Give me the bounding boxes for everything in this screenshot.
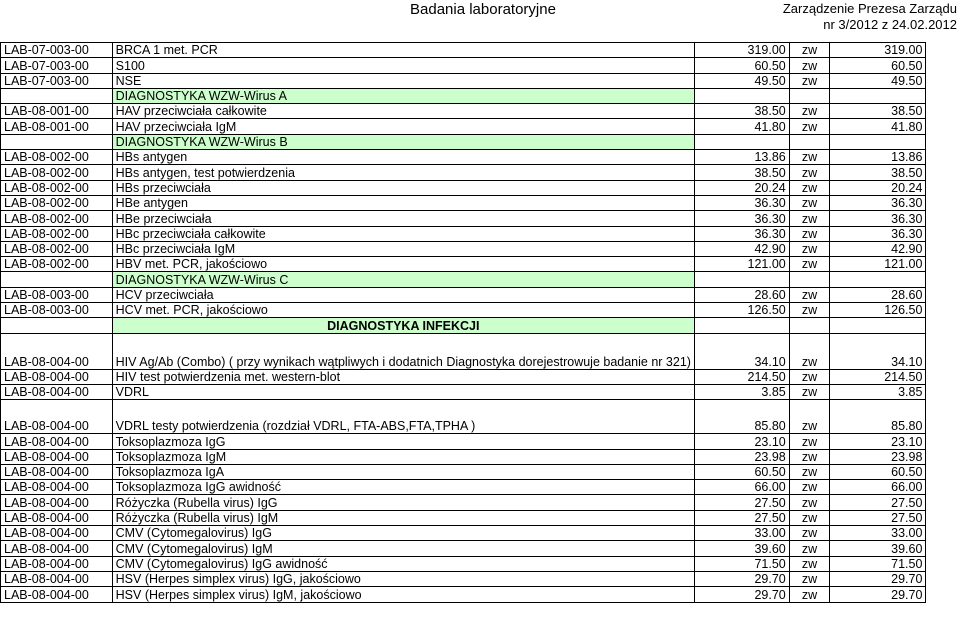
total-cell: 36.30: [830, 211, 926, 226]
price-cell: 66.00: [694, 480, 789, 495]
total-cell: 23.98: [830, 449, 926, 464]
vat-cell: zw: [789, 119, 829, 134]
test-name-cell: Toksoplazmoza IgM: [112, 449, 694, 464]
table-row: [1, 480, 960, 495]
code-cell: [1, 134, 113, 149]
table-row: [1, 495, 960, 510]
code-cell: LAB-08-001-00: [1, 104, 113, 119]
table-row: [1, 257, 960, 272]
empty-cell: [926, 571, 960, 586]
test-name-cell: CMV (Cytomegalovirus) IgG: [112, 526, 694, 541]
price-cell: 27.50: [694, 510, 789, 525]
price-cell: 60.50: [694, 58, 789, 73]
vat-cell: zw: [789, 384, 829, 399]
vat-cell: zw: [789, 495, 829, 510]
code-cell: LAB-08-002-00: [1, 150, 113, 165]
price-cell: 121.00: [694, 257, 789, 272]
price-cell: 29.70: [694, 571, 789, 586]
price-cell: 42.90: [694, 241, 789, 256]
vat-cell: zw: [789, 195, 829, 210]
empty-cell: [926, 464, 960, 479]
empty-cell: [926, 480, 960, 495]
price-cell: 126.50: [694, 303, 789, 318]
total-cell: 85.80: [830, 400, 926, 434]
code-cell: [1, 88, 113, 103]
section-title: DIAGNOSTYKA INFEKCJI: [112, 318, 694, 333]
empty-cell: [926, 510, 960, 525]
table-row: [1, 541, 960, 556]
price-cell: 20.24: [694, 180, 789, 195]
total-cell: 36.30: [830, 195, 926, 210]
price-cell: 41.80: [694, 119, 789, 134]
price-cell: [694, 88, 789, 103]
total-cell: 39.60: [830, 541, 926, 556]
empty-cell: [926, 526, 960, 541]
empty-cell: [926, 195, 960, 210]
test-name-cell: HBs antygen: [112, 150, 694, 165]
table-row: [1, 449, 960, 464]
total-cell: 3.85: [830, 384, 926, 399]
total-cell: 71.50: [830, 556, 926, 571]
vat-cell: zw: [789, 464, 829, 479]
test-name-cell: Toksoplazmoza IgA: [112, 464, 694, 479]
section-title: DIAGNOSTYKA WZW-Wirus B: [112, 134, 694, 149]
total-cell: 49.50: [830, 73, 926, 88]
price-cell: 13.86: [694, 150, 789, 165]
vat-cell: zw: [789, 510, 829, 525]
test-name-cell: HSV (Herpes simplex virus) IgG, jakościowo: [112, 571, 694, 586]
table-row: [1, 510, 960, 525]
vat-cell: [789, 134, 829, 149]
test-name-cell: BRCA 1 met. PCR: [112, 43, 694, 58]
code-cell: LAB-08-002-00: [1, 257, 113, 272]
code-cell: LAB-07-003-00: [1, 73, 113, 88]
empty-cell: [926, 88, 960, 103]
table-row: [1, 58, 960, 73]
table-row: [1, 104, 960, 119]
table-row: [1, 464, 960, 479]
code-cell: LAB-08-004-00: [1, 384, 113, 399]
price-cell: 60.50: [694, 464, 789, 479]
empty-cell: [926, 211, 960, 226]
price-cell: 23.10: [694, 434, 789, 449]
total-cell: 42.90: [830, 241, 926, 256]
empty-cell: [926, 119, 960, 134]
price-cell: 214.50: [694, 369, 789, 384]
code-cell: LAB-08-002-00: [1, 226, 113, 241]
vat-cell: zw: [789, 480, 829, 495]
total-cell: 13.86: [830, 150, 926, 165]
vat-cell: zw: [789, 58, 829, 73]
table-row: [1, 333, 960, 369]
test-name-cell: Toksoplazmoza IgG: [112, 434, 694, 449]
total-cell: 126.50: [830, 303, 926, 318]
code-cell: LAB-08-004-00: [1, 480, 113, 495]
vat-cell: zw: [789, 73, 829, 88]
test-name-cell: HBs antygen, test potwierdzenia: [112, 165, 694, 180]
price-cell: [694, 318, 789, 333]
table-row: [1, 195, 960, 210]
test-name-cell: HCV przeciwciała: [112, 287, 694, 302]
test-name-cell: HBe antygen: [112, 195, 694, 210]
vat-cell: zw: [789, 165, 829, 180]
empty-cell: [926, 318, 960, 333]
code-cell: LAB-08-004-00: [1, 333, 113, 369]
table-row: [1, 119, 960, 134]
section-title: DIAGNOSTYKA WZW-Wirus C: [112, 272, 694, 287]
empty-cell: [926, 165, 960, 180]
test-name-cell: S100: [112, 58, 694, 73]
empty-cell: [926, 272, 960, 287]
table-row: [1, 556, 960, 571]
total-cell: [830, 272, 926, 287]
empty-cell: [926, 333, 960, 369]
price-cell: 319.00: [694, 43, 789, 58]
empty-cell: [926, 150, 960, 165]
code-cell: LAB-08-002-00: [1, 195, 113, 210]
code-cell: LAB-08-004-00: [1, 541, 113, 556]
total-cell: 38.50: [830, 104, 926, 119]
empty-cell: [926, 303, 960, 318]
code-cell: LAB-08-004-00: [1, 369, 113, 384]
price-cell: 38.50: [694, 104, 789, 119]
section-row: [1, 272, 960, 287]
code-cell: LAB-08-002-00: [1, 180, 113, 195]
vat-cell: zw: [789, 104, 829, 119]
empty-cell: [926, 587, 960, 602]
test-name-cell: HBV met. PCR, jakościowo: [112, 257, 694, 272]
code-cell: LAB-08-004-00: [1, 495, 113, 510]
vat-cell: zw: [789, 150, 829, 165]
empty-cell: [926, 369, 960, 384]
code-cell: LAB-08-002-00: [1, 165, 113, 180]
table-row: [1, 43, 960, 58]
price-cell: 49.50: [694, 73, 789, 88]
empty-cell: [926, 134, 960, 149]
test-name-cell: HAV przeciwciała całkowite: [112, 104, 694, 119]
test-name-cell: VDRL testy potwierdzenia (rozdział VDRL, FTA-ABS,FTA,TPHA ): [112, 400, 694, 434]
empty-cell: [926, 449, 960, 464]
test-name-cell: HBc przeciwciała IgM: [112, 241, 694, 256]
price-cell: 29.70: [694, 587, 789, 602]
total-cell: 41.80: [830, 119, 926, 134]
table-row: [1, 287, 960, 302]
test-name-cell: Toksoplazmoza IgG awidność: [112, 480, 694, 495]
empty-cell: [926, 104, 960, 119]
code-cell: LAB-08-004-00: [1, 587, 113, 602]
vat-cell: zw: [789, 434, 829, 449]
table-row: [1, 211, 960, 226]
vat-cell: zw: [789, 400, 829, 434]
price-cell: 28.60: [694, 287, 789, 302]
test-name-cell: HBs przeciwciała: [112, 180, 694, 195]
price-table: [0, 42, 960, 603]
test-name-cell: HAV przeciwciała IgM: [112, 119, 694, 134]
test-name-cell: HBe przeciwciała: [112, 211, 694, 226]
vat-cell: [789, 88, 829, 103]
total-cell: 214.50: [830, 369, 926, 384]
code-cell: LAB-08-004-00: [1, 526, 113, 541]
code-cell: LAB-07-003-00: [1, 58, 113, 73]
test-name-cell: NSE: [112, 73, 694, 88]
table-row: [1, 384, 960, 399]
table-row: [1, 241, 960, 256]
empty-cell: [926, 241, 960, 256]
vat-cell: [789, 318, 829, 333]
table-row: [1, 587, 960, 602]
total-cell: 27.50: [830, 510, 926, 525]
section-row: [1, 134, 960, 149]
table-row: [1, 180, 960, 195]
code-cell: LAB-08-001-00: [1, 119, 113, 134]
test-name-cell: HSV (Herpes simplex virus) IgM, jakościowo: [112, 587, 694, 602]
vat-cell: zw: [789, 180, 829, 195]
empty-cell: [926, 541, 960, 556]
table-row: [1, 369, 960, 384]
code-cell: LAB-08-004-00: [1, 449, 113, 464]
price-table-body: [1, 43, 960, 603]
page-title: Badania laboratoryjne: [410, 1, 556, 18]
test-name-cell: HCV met. PCR, jakościowo: [112, 303, 694, 318]
empty-cell: [926, 180, 960, 195]
table-row: [1, 226, 960, 241]
code-cell: LAB-08-004-00: [1, 556, 113, 571]
vat-cell: zw: [789, 333, 829, 369]
code-cell: LAB-08-003-00: [1, 287, 113, 302]
empty-cell: [926, 400, 960, 434]
empty-cell: [926, 434, 960, 449]
table-row: [1, 73, 960, 88]
empty-cell: [926, 257, 960, 272]
price-cell: 39.60: [694, 541, 789, 556]
total-cell: 36.30: [830, 226, 926, 241]
table-row: [1, 150, 960, 165]
test-name-cell: CMV (Cytomegalovirus) IgM: [112, 541, 694, 556]
empty-cell: [926, 287, 960, 302]
vat-cell: zw: [789, 241, 829, 256]
test-name-cell: HIV test potwierdzenia met. western-blot: [112, 369, 694, 384]
empty-cell: [926, 73, 960, 88]
code-cell: LAB-08-003-00: [1, 303, 113, 318]
test-name-cell: VDRL: [112, 384, 694, 399]
code-cell: LAB-08-004-00: [1, 400, 113, 434]
price-cell: 36.30: [694, 211, 789, 226]
vat-cell: zw: [789, 541, 829, 556]
code-cell: LAB-08-002-00: [1, 211, 113, 226]
vat-cell: zw: [789, 571, 829, 586]
total-cell: 121.00: [830, 257, 926, 272]
vat-cell: zw: [789, 449, 829, 464]
test-name-cell: CMV (Cytomegalovirus) IgG awidność: [112, 556, 694, 571]
code-cell: LAB-07-003-00: [1, 43, 113, 58]
vat-cell: zw: [789, 303, 829, 318]
total-cell: 29.70: [830, 587, 926, 602]
price-cell: 27.50: [694, 495, 789, 510]
section-row: [1, 318, 960, 333]
vat-cell: zw: [789, 226, 829, 241]
table-row: [1, 526, 960, 541]
table-row: [1, 303, 960, 318]
price-cell: 36.30: [694, 226, 789, 241]
code-cell: LAB-08-004-00: [1, 464, 113, 479]
price-cell: 34.10: [694, 333, 789, 369]
table-row: [1, 165, 960, 180]
price-cell: 71.50: [694, 556, 789, 571]
table-row: [1, 571, 960, 586]
empty-cell: [926, 43, 960, 58]
price-cell: 38.50: [694, 165, 789, 180]
total-cell: 60.50: [830, 58, 926, 73]
total-cell: [830, 318, 926, 333]
test-name-cell: HIV Ag/Ab (Combo) ( przy wynikach wątpliwych i dodatnich Diagnostyka dorejestrowuje badanie nr 321): [112, 333, 694, 369]
price-cell: 23.98: [694, 449, 789, 464]
total-cell: 38.50: [830, 165, 926, 180]
total-cell: [830, 88, 926, 103]
total-cell: [830, 134, 926, 149]
header-regulation-line1: Zarządzenie Prezesa Zarządu: [782, 1, 957, 16]
empty-cell: [926, 226, 960, 241]
total-cell: 27.50: [830, 495, 926, 510]
total-cell: 23.10: [830, 434, 926, 449]
test-name-cell: Różyczka (Rubella virus) IgM: [112, 510, 694, 525]
total-cell: 319.00: [830, 43, 926, 58]
vat-cell: zw: [789, 556, 829, 571]
vat-cell: zw: [789, 211, 829, 226]
vat-cell: zw: [789, 587, 829, 602]
table-row: [1, 434, 960, 449]
vat-cell: zw: [789, 369, 829, 384]
price-cell: 36.30: [694, 195, 789, 210]
test-name-cell: Różyczka (Rubella virus) IgG: [112, 495, 694, 510]
total-cell: 29.70: [830, 571, 926, 586]
vat-cell: zw: [789, 287, 829, 302]
vat-cell: [789, 272, 829, 287]
header-regulation: [783, 1, 957, 33]
code-cell: [1, 318, 113, 333]
price-cell: 3.85: [694, 384, 789, 399]
empty-cell: [926, 384, 960, 399]
empty-cell: [926, 495, 960, 510]
code-cell: LAB-08-004-00: [1, 434, 113, 449]
header-regulation-line2: nr 3/2012 z 24.02.2012: [823, 17, 957, 32]
code-cell: [1, 272, 113, 287]
vat-cell: zw: [789, 526, 829, 541]
table-row: [1, 400, 960, 434]
total-cell: 66.00: [830, 480, 926, 495]
total-cell: 20.24: [830, 180, 926, 195]
price-cell: 33.00: [694, 526, 789, 541]
total-cell: 28.60: [830, 287, 926, 302]
price-cell: [694, 134, 789, 149]
price-cell: [694, 272, 789, 287]
section-row: [1, 88, 960, 103]
vat-cell: zw: [789, 43, 829, 58]
code-cell: LAB-08-004-00: [1, 571, 113, 586]
total-cell: 33.00: [830, 526, 926, 541]
vat-cell: zw: [789, 257, 829, 272]
total-cell: 60.50: [830, 464, 926, 479]
test-name-cell: HBc przeciwciała całkowite: [112, 226, 694, 241]
price-cell: 85.80: [694, 400, 789, 434]
empty-cell: [926, 58, 960, 73]
code-cell: LAB-08-002-00: [1, 241, 113, 256]
empty-cell: [926, 556, 960, 571]
code-cell: LAB-08-004-00: [1, 510, 113, 525]
total-cell: 34.10: [830, 333, 926, 369]
section-title: DIAGNOSTYKA WZW-Wirus A: [112, 88, 694, 103]
